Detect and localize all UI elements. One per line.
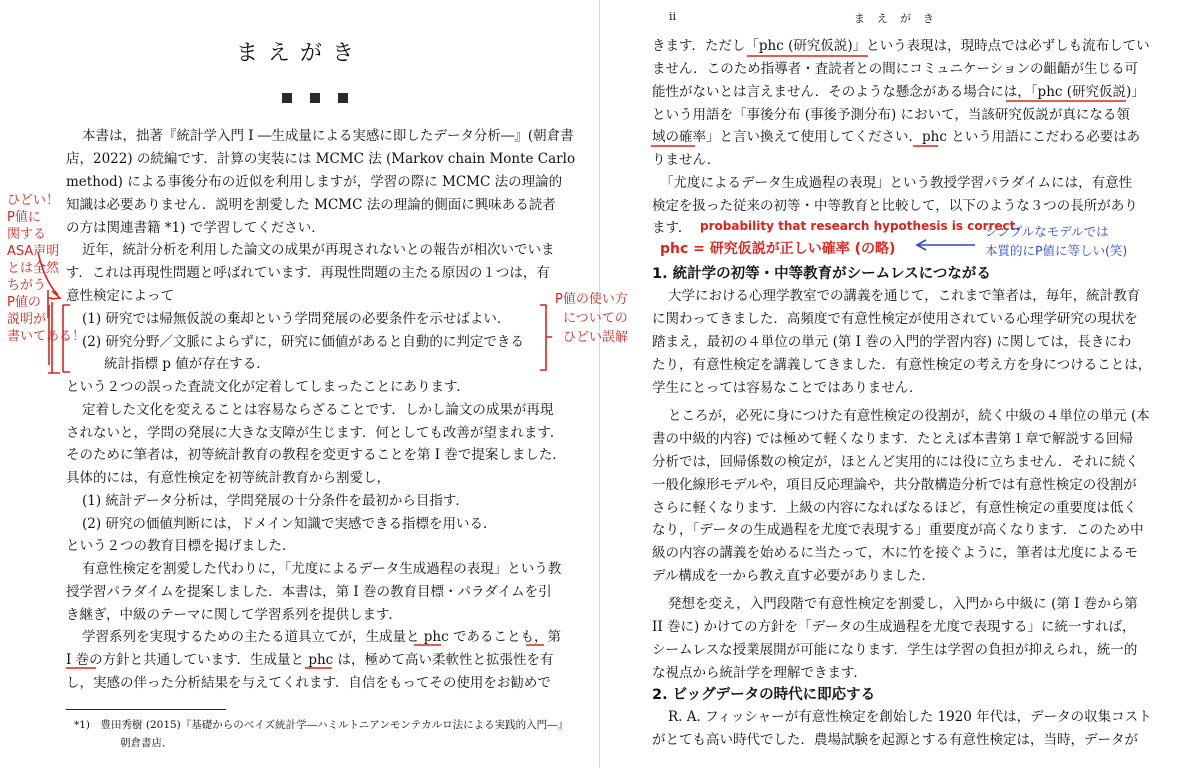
body-line: I 巻の方針と共通しています．生成量と phc は，極めて高い柔軟性と拡張性を有 xyxy=(66,652,554,668)
body-line: ません．このため指導者・査読者との間にコミュニケーションの齟齬が生じる可 xyxy=(652,61,1138,77)
square-icon xyxy=(282,93,292,103)
annotation-blue xyxy=(985,222,1127,260)
body-line: 知識は必要ありません．説明を割愛した MCMC 法の理論的側面に興味ある読者 xyxy=(66,197,556,213)
footnote: 朝倉書店． xyxy=(120,737,173,749)
body-line: に関わってきました．高頻度で有意性検定が使用されている心理学研究の現状を xyxy=(652,311,1138,327)
body-line: ところが，必死に身につけた有意性検定の役割が，続く中級の４単位の単元 (本 xyxy=(668,408,1150,424)
body-line: き継ぎ，中級のテーマに関して学習系列を提供します． xyxy=(66,607,402,623)
body-line: という２つの教育目標を掲げました． xyxy=(66,538,296,554)
body-line: そのために筆者は，初等統計教育の教程を変更することを第 I 巻で提案しました． xyxy=(66,447,566,463)
annotation-left xyxy=(7,192,85,345)
body-line: 分析では，回帰係数の検定が，ほとんど実用的には役に立ちません．それに続く xyxy=(652,454,1139,470)
body-line: 域の確率」と言い換えて使用してください．phc という用語にこだわる必要はあ xyxy=(652,129,1141,145)
list-item: (2) 研究分野／文脈によらずに，研究に価値があると自動的に判定できる xyxy=(82,334,524,350)
section-heading: 1. 統計学の初等・中等教育がシームレスにつながる xyxy=(652,266,991,282)
body-line: 学習系列を実現するための主たる道具立てが，生成量と phc であることも，第 xyxy=(82,629,561,645)
body-line: 授学習パラダイムを提案しました．本書は，第 I 巻の教育目標・パラダイムを引 xyxy=(66,584,552,600)
body-line: 書の中級的内容) では極めて軽くなります．たとえば本書第１章で解説する回帰 xyxy=(652,431,1133,447)
annotation-line: ひどい誤解 xyxy=(563,330,629,345)
body-line: す．これは再現性問題と呼ばれています．再現性問題の主たる原因の１つは，有 xyxy=(66,265,550,281)
list-item: 統計指標 p 値が存在する． xyxy=(104,356,270,372)
body-line: 級の内容の講義を始めるに当たって，木に竹を接ぐように，筆者は尤度によるモ xyxy=(652,545,1138,561)
annotation-line: ひどい！ xyxy=(7,193,60,208)
annotation-line: 本質的にP値に等しい(笑) xyxy=(985,243,1128,258)
body-line: 発想を変え，入門段階で有意性検定を割愛し，入門から中級に (第 I 巻から第 xyxy=(668,596,1138,612)
body-line: デル構成を一から教え直す必要がありました． xyxy=(652,568,935,584)
annotation-english: probability that research hypothesis is correct. xyxy=(700,219,1020,233)
body-line: されないと，学問の発展に大きな支障が生じます．何としても改善が望まれます． xyxy=(66,425,564,441)
right-page xyxy=(600,0,1200,768)
annotation-line: 書いてある！ xyxy=(7,329,86,344)
annotation-line: についての xyxy=(563,311,628,326)
body-line: 定着した文化を変えることは容易ならざることです．しかし論文の成果が再現 xyxy=(82,402,554,418)
body-line: 意性検定によって xyxy=(66,288,174,304)
body-line: 一般化線形モデルや，項目反応理論や，共分散構造分析では有意性検定の役割が xyxy=(652,477,1137,493)
body-line: という用語を「事後分布 (事後予測分布) において，当該研究仮説が真になる領 xyxy=(652,107,1130,123)
list-item: (2) 研究の価値判断には，ドメイン知識で実感できる指標を用いる． xyxy=(82,516,497,532)
body-line: 学生にとっては容易なことではありません． xyxy=(652,380,923,396)
annotation-line: 説明が xyxy=(7,312,47,327)
footnote: *1) 豊田秀樹 (2015)『基礎からのベイズ統計学―ハミルトニアンモンテカルロ法による実践的入門―』 xyxy=(74,719,569,731)
body-line: し，実感の伴った分析結果を与えてくれます．自信をもってその使用をお勧めで xyxy=(66,675,551,691)
body-line: 能性がないとは言えません．そのような懸念がある場合には，「phc (研究仮説)」 xyxy=(652,84,1145,100)
square-icon xyxy=(310,93,320,103)
annotation-line: シンプルなモデルでは xyxy=(985,224,1109,239)
body-line: という２つの誤った査読文化が定着してしまったことにあります． xyxy=(66,379,470,395)
body-line: II 巻に) かけての方針を「データの生成過程を尤度で表現する」に統一すれば， xyxy=(652,619,1136,635)
square-icon xyxy=(338,93,348,103)
body-line: の方は関連書籍 *1) で学習してください． xyxy=(66,220,325,236)
annotation-line: ASA声明 xyxy=(7,244,60,259)
list-item: (1) 統計データ分析は，学問発展の十分条件を最初から目指す． xyxy=(82,493,469,509)
body-line: シームレスな授業展開が可能になります．学生は学習の負担が抑えられ，統一的 xyxy=(652,642,1138,658)
body-line: 有意性検定を割愛した代わりに，「尤度によるデータ生成過程の表現」という教 xyxy=(82,561,562,577)
annotation-line: P値の使い方 xyxy=(555,292,628,307)
body-line: 店，2022) の続編です．計算の実装には MCMC 法 (Markov chain Monte Carlo xyxy=(66,151,576,167)
page-number: ii xyxy=(669,10,677,23)
annotation-line: とは全然 xyxy=(7,261,60,276)
annotation-line: P値に xyxy=(7,210,41,225)
body-line: 大学における心理学教室での講義を通じて，これまで筆者は，毎年，統計教育 xyxy=(668,288,1141,304)
body-line: 近年，統計分析を利用した論文の成果が再現されないとの報告が相次いでいま xyxy=(82,242,555,258)
body-line: 踏まえ，最初の４単位の単元 (第 I 巻の入門的学習内容) に関しては，長きにわ xyxy=(652,334,1132,350)
running-head: まえがき xyxy=(854,12,946,25)
body-line: 「尤度によるデータ生成過程の表現」という教授学習パラダイムには，有意性 xyxy=(660,175,1133,191)
body-line: な視点から統計学を理解できます． xyxy=(652,665,867,681)
section-heading: 2. ビッグデータの時代に即応する xyxy=(652,687,876,703)
body-line: 具体的には，有意性検定を初等統計教育から割愛し， xyxy=(66,470,390,486)
body-line: りません． xyxy=(652,152,721,168)
page-title: まえがき xyxy=(235,41,364,66)
body-line: ます． xyxy=(652,220,692,236)
annotation-line: ちがう xyxy=(7,278,47,293)
ornament-squares xyxy=(282,88,366,107)
annotation-line: 関する xyxy=(7,227,47,242)
annotation-right-margin xyxy=(555,290,628,347)
body-line: R. A. フィッシャーが有意性検定を創始した 1920 年代は，データの収集コスト xyxy=(668,709,1152,725)
body-line: なり，「データの生成過程を尤度で表現する」重要度が高くなります．このため中 xyxy=(652,522,1144,538)
body-line: がとても高い時代でした．農場試験を起源とする有意性検定は，当時，データが xyxy=(652,732,1138,748)
list-item: (1) 研究では帰無仮説の棄却という学問発展の必要条件を示せばよい． xyxy=(82,311,511,327)
footnote-rule xyxy=(66,709,226,710)
body-line: 本書は，拙著『統計学入門 I ―生成量による実感に即したデータ分析―』(朝倉書 xyxy=(82,128,574,144)
body-line: method) による事後分布の近似を利用しますが，学習の際に MCMC 法の理論的 xyxy=(66,174,563,190)
annotation-line: P値の xyxy=(7,295,41,310)
body-line: 検定を扱った従来の初等・中等教育と比較して，以下のような３つの長所があり xyxy=(652,198,1138,214)
body-line: さらに軽くなります．上級の内容になればなるほど，有意性検定の重要度は低く xyxy=(652,500,1137,516)
body-line: きます．ただし「phc (研究仮説)」という表現は，現時点では必ずしも流布してい xyxy=(652,38,1150,54)
annotation-phc-definition: phc = 研究仮説が正しい確率 (の略) xyxy=(660,241,896,257)
body-line: たり，有意性検定を講義してきました．有意性検定の考え方を身につけることは， xyxy=(652,357,1152,373)
